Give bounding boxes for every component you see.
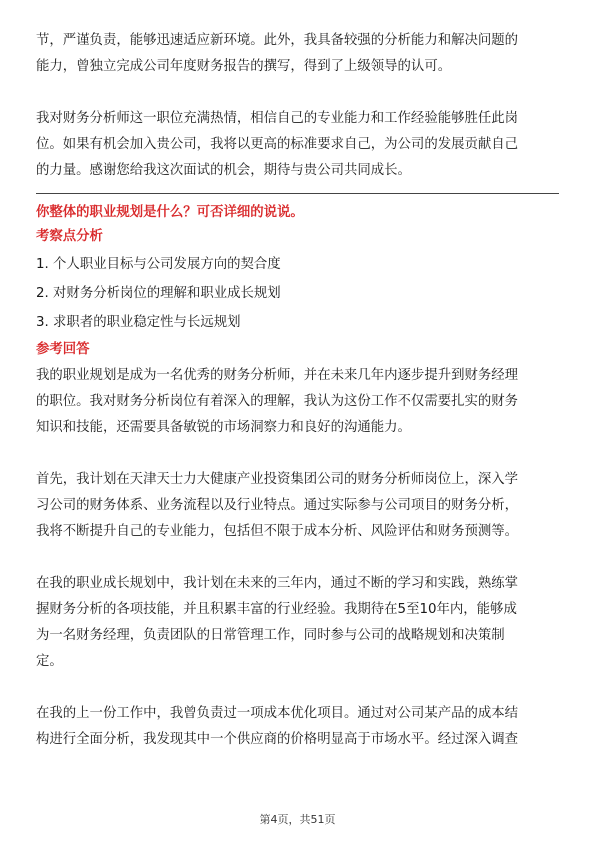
paragraph-gap	[36, 545, 559, 571]
paragraph-gap	[36, 80, 559, 106]
answer-title: 参考回答	[36, 342, 90, 357]
intro-paragraph-2: 我对财务分析师这一职位充满热情，相信自己的专业能力和工作经验能够胜任此岗 位。如果有机会加入贵公司，我将以更高的标准要求自己，为公司的发展贡献自己 的力量。感谢您给我这次面试的机会，期待与贵公司共同成长。	[36, 111, 519, 178]
analysis-item: 2. 对财务分析岗位的理解和职业成长规划	[36, 286, 281, 301]
answer-paragraph-4: 在我的上一份工作中，我曾负责过一项成本优化项目。通过对公司某产品的成本结 构进行全面分析，我发现其中一个供应商的价格明显高于市场水平。经过深入调查	[36, 706, 519, 747]
section-divider	[36, 193, 559, 194]
answer-paragraph-3: 在我的职业成长规划中，我计划在未来的三年内，通过不断的学习和实践，熟练掌 握财务分析的各项技能，并且积累丰富的行业经验。我期待在5至10年内，能够成 为一名财务经理，负责团队的日常管理工作，同时参与公司的战略规划和决策制 定。	[36, 576, 519, 669]
document-page	[36, 28, 559, 753]
paragraph-gap	[36, 675, 559, 701]
interview-question: 你整体的职业规划是什么？可否详细的说说。	[36, 205, 304, 220]
paragraph-gap	[36, 441, 559, 467]
answer-paragraph-2: 首先，我计划在天津天士力大健康产业投资集团公司的财务分析师岗位上，深入学 习公司的财务体系、业务流程以及行业特点。通过实际参与公司项目的财务分析， 我将不断提升自己的专业能力，包括但不限于成本分析、风险评估和财务预测等。	[36, 472, 519, 539]
analysis-item: 3. 求职者的职业稳定性与长远规划	[36, 315, 241, 330]
page-number: 第4页，共51页	[259, 813, 336, 826]
analysis-list	[36, 250, 559, 337]
analysis-title: 考察点分析	[36, 229, 103, 244]
intro-paragraph-1: 节，严谨负责，能够迅速适应新环境。此外，我具备较强的分析能力和解决问题的 能力，曾独立完成公司年度财务报告的撰写，得到了上级领导的认可。	[36, 33, 519, 74]
answer-paragraph-1: 我的职业规划是成为一名优秀的财务分析师，并在未来几年内逐步提升到财务经理 的职位。我对财务分析岗位有着深入的理解，我认为这份工作不仅需要扎实的财务 知识和技能，还需要具备敏锐的市场洞察力和良好的沟通能力。	[36, 368, 519, 435]
analysis-item: 1. 个人职业目标与公司发展方向的契合度	[36, 257, 281, 272]
